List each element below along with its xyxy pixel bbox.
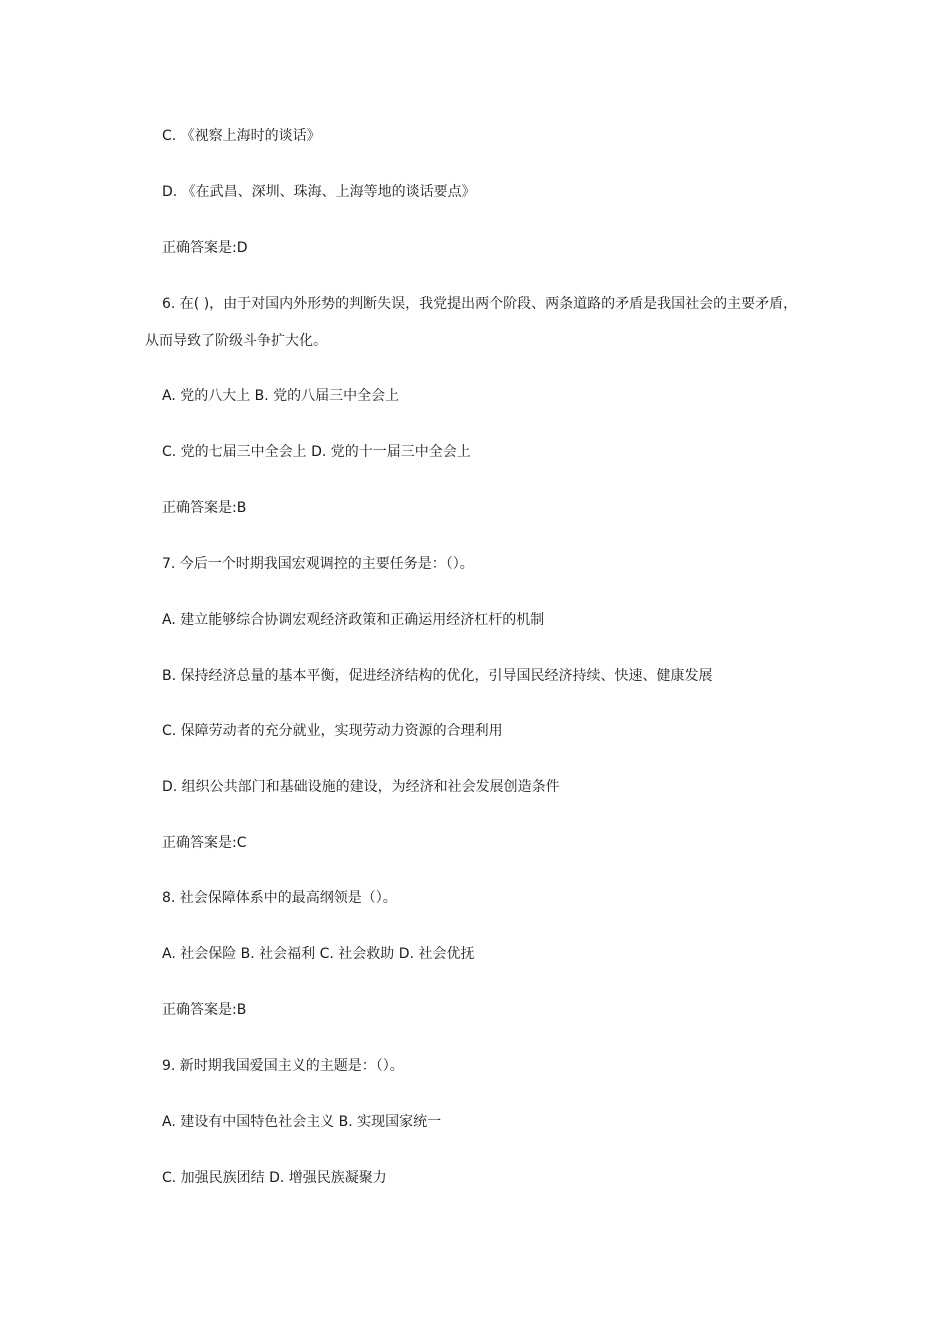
options-ab-q6: A. 党的八大上 B. 党的八届三中全会上 [162,388,400,404]
option-d-q7: D. 组织公共部门和基础设施的建设，为经济和社会发展创造条件 [162,779,560,795]
question-8: 8. 社会保障体系中的最高纲领是（）。 [162,890,397,906]
option-d-q5: D. 《在武昌、深圳、珠海、上海等地的谈话要点》 [162,184,476,200]
answer-q8: 正确答案是:B [162,1002,247,1018]
question-6-continued: 从而导致了阶级斗争扩大化。 [145,333,327,349]
question-6: 6. 在( )，由于对国内外形势的判断失误，我党提出两个阶段、两条道路的矛盾是我国社会的主要矛盾， [162,296,798,312]
option-c-q7: C. 保障劳动者的充分就业，实现劳动力资源的合理利用 [162,723,503,739]
options-q8: A. 社会保险 B. 社会福利 C. 社会救助 D. 社会优抚 [162,946,475,962]
answer-q6: 正确答案是:B [162,500,247,516]
question-7: 7. 今后一个时期我国宏观调控的主要任务是：（）。 [162,556,474,572]
options-cd-q6: C. 党的七届三中全会上 D. 党的十一届三中全会上 [162,444,471,460]
question-9: 9. 新时期我国爱国主义的主题是：（）。 [162,1058,404,1074]
options-ab-q9: A. 建设有中国特色社会主义 B. 实现国家统一 [162,1114,442,1130]
answer-q5: 正确答案是:D [162,240,248,256]
option-b-q7: B. 保持经济总量的基本平衡，促进经济结构的优化，引导国民经济持续、快速、健康发展 [162,668,713,684]
options-cd-q9: C. 加强民族团结 D. 增强民族凝聚力 [162,1170,387,1186]
option-c-q5: C. 《视察上海时的谈话》 [162,128,321,144]
option-a-q7: A. 建立能够综合协调宏观经济政策和正确运用经济杠杆的机制 [162,612,545,628]
answer-q7: 正确答案是:C [162,835,247,851]
